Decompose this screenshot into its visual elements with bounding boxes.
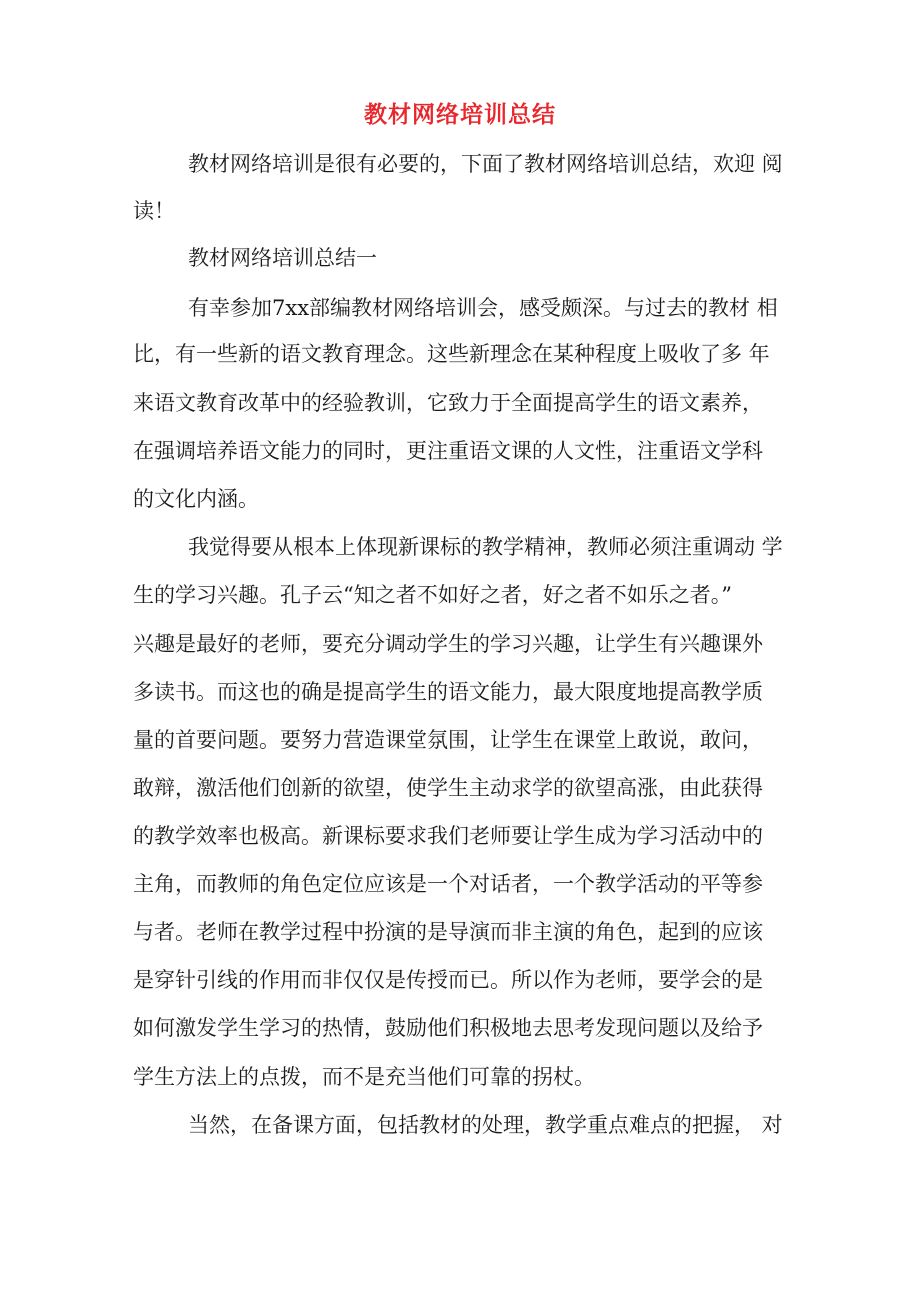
document-title: 教材网络培训总结	[364, 101, 556, 128]
text-line: 与者。老师在教学过程中扮演的是导演而非主演的角色，起到的应该	[133, 920, 763, 944]
text-line: 教材网络培训总结一	[188, 246, 377, 270]
text-line: 教材网络培训是很有必要的，下面了教材网络培训总结，欢迎 阅	[188, 152, 783, 176]
text-line: 是穿针引线的作用而非仅仅是传授而已。所以作为老师，要学会的是	[133, 968, 763, 992]
text-line: 当然，在备课方面，包括教材的处理，教学重点难点的把握， 对	[188, 1113, 783, 1137]
text-line: 我觉得要从根本上体现新课标的教学精神，教师必须注重调动 学	[188, 535, 783, 559]
text-line: 多读书。而这也的确是提高学生的语文能力，最大限度地提高教学质	[133, 680, 763, 704]
text-line: 敢辩，激活他们创新的欲望，使学生主动求学的欲望高涨，由此获得	[133, 776, 763, 800]
text-line: 有幸参加7xx部编教材网络培训会，感受颇深。与过去的教材 相	[188, 296, 778, 320]
text-line: 来语文教育改革中的经验教训，它致力于全面提高学生的语文素养，	[133, 391, 763, 415]
text-line: 兴趣是最好的老师，要充分调动学生的学习兴趣，让学生有兴趣课外	[133, 632, 763, 656]
text-line: 读！	[133, 199, 175, 223]
text-line: 在强调培养语文能力的同时，更注重语文课的人文性，注重语文学科	[133, 439, 763, 463]
text-line: 的教学效率也极高。新课标要求我们老师要让学生成为学习活动中的	[133, 824, 763, 848]
text-line: 主角，而教师的角色定位应该是一个对话者，一个教学活动的平等参	[133, 872, 763, 896]
text-line: 学生方法上的点拨，而不是充当他们可靠的拐杖。	[133, 1065, 595, 1089]
text-line: 生的学习兴趣。孔子云“知之者不如好之者，好之者不如乐之者。”	[133, 583, 732, 607]
text-line: 量的首要问题。要努力营造课堂氛围，让学生在课堂上敢说，敢问，	[133, 728, 763, 752]
text-line: 比，有一些新的语文教育理念。这些新理念在某种程度上吸收了多 年	[133, 342, 770, 366]
text-line: 如何激发学生学习的热情，鼓励他们积极地去思考发现问题以及给予	[133, 1016, 763, 1040]
text-line: 的文化内涵。	[133, 487, 259, 511]
